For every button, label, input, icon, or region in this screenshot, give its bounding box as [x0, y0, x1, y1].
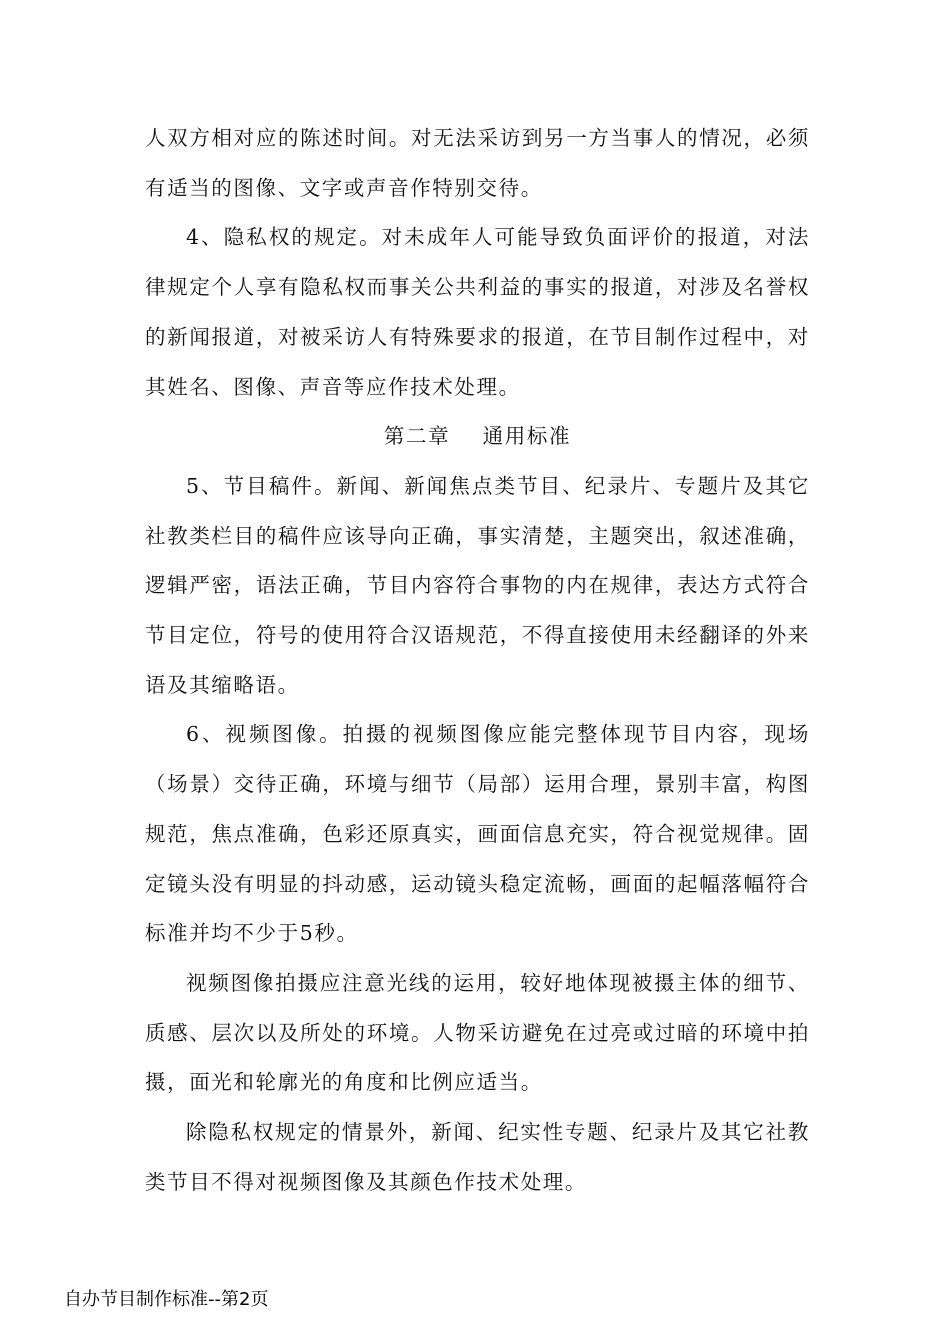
page-footer: 自办节目制作标准--第2页: [64, 1289, 269, 1310]
paragraph-continuation: 人双方相对应的陈述时间。对无法采访到另一方当事人的情况，必须有适当的图像、文字或声音作特别交待。: [145, 126, 810, 200]
page-body: [145, 114, 810, 1207]
paragraph-video-image: 6、视频图像。拍摄的视频图像应能完整体现节目内容，现场（场景）交待正确，环境与细节（局部）运用合理，景别丰富，构图规范，焦点准确，色彩还原真实，画面信息充实，符合视觉规律。固定镜头没有明显的抖动感，运动镜头稳定流畅，画面的起幅落幅符合标准并均不少于5秒。: [145, 722, 810, 946]
paragraph-no-processing: 除隐私权规定的情景外，新闻、纪实性专题、纪录片及其它社教类节目不得对视频图像及其颜色作技术处理。: [145, 1120, 810, 1194]
chapter-heading: 第二章 通用标准: [383, 424, 572, 449]
paragraph-lighting: 视频图像拍摄应注意光线的运用，较好地体现被摄主体的细节、质感、层次以及所处的环境。人物采访避免在过亮或过暗的环境中拍摄，面光和轮廓光的角度和比例应适当。: [145, 970, 810, 1095]
paragraph-privacy-rule: 4、隐私权的规定。对未成年人可能导致负面评价的报道，对法律规定个人享有隐私权而事关公共利益的事实的报道，对涉及名誉权的新闻报道，对被采访人有特殊要求的报道，在节目制作过程中，对其姓名、图像、声音等应作技术处理。: [145, 225, 810, 399]
paragraph-program-script: 5、节目稿件。新闻、新闻焦点类节目、纪录片、专题片及其它社教类栏目的稿件应该导向正确，事实清楚，主题突出，叙述准确，逻辑严密，语法正确，节目内容符合事物的内在规律，表达方式符合节目定位，符号的使用符合汉语规范，不得直接使用未经翻译的外来语及其缩略语。: [145, 473, 810, 697]
